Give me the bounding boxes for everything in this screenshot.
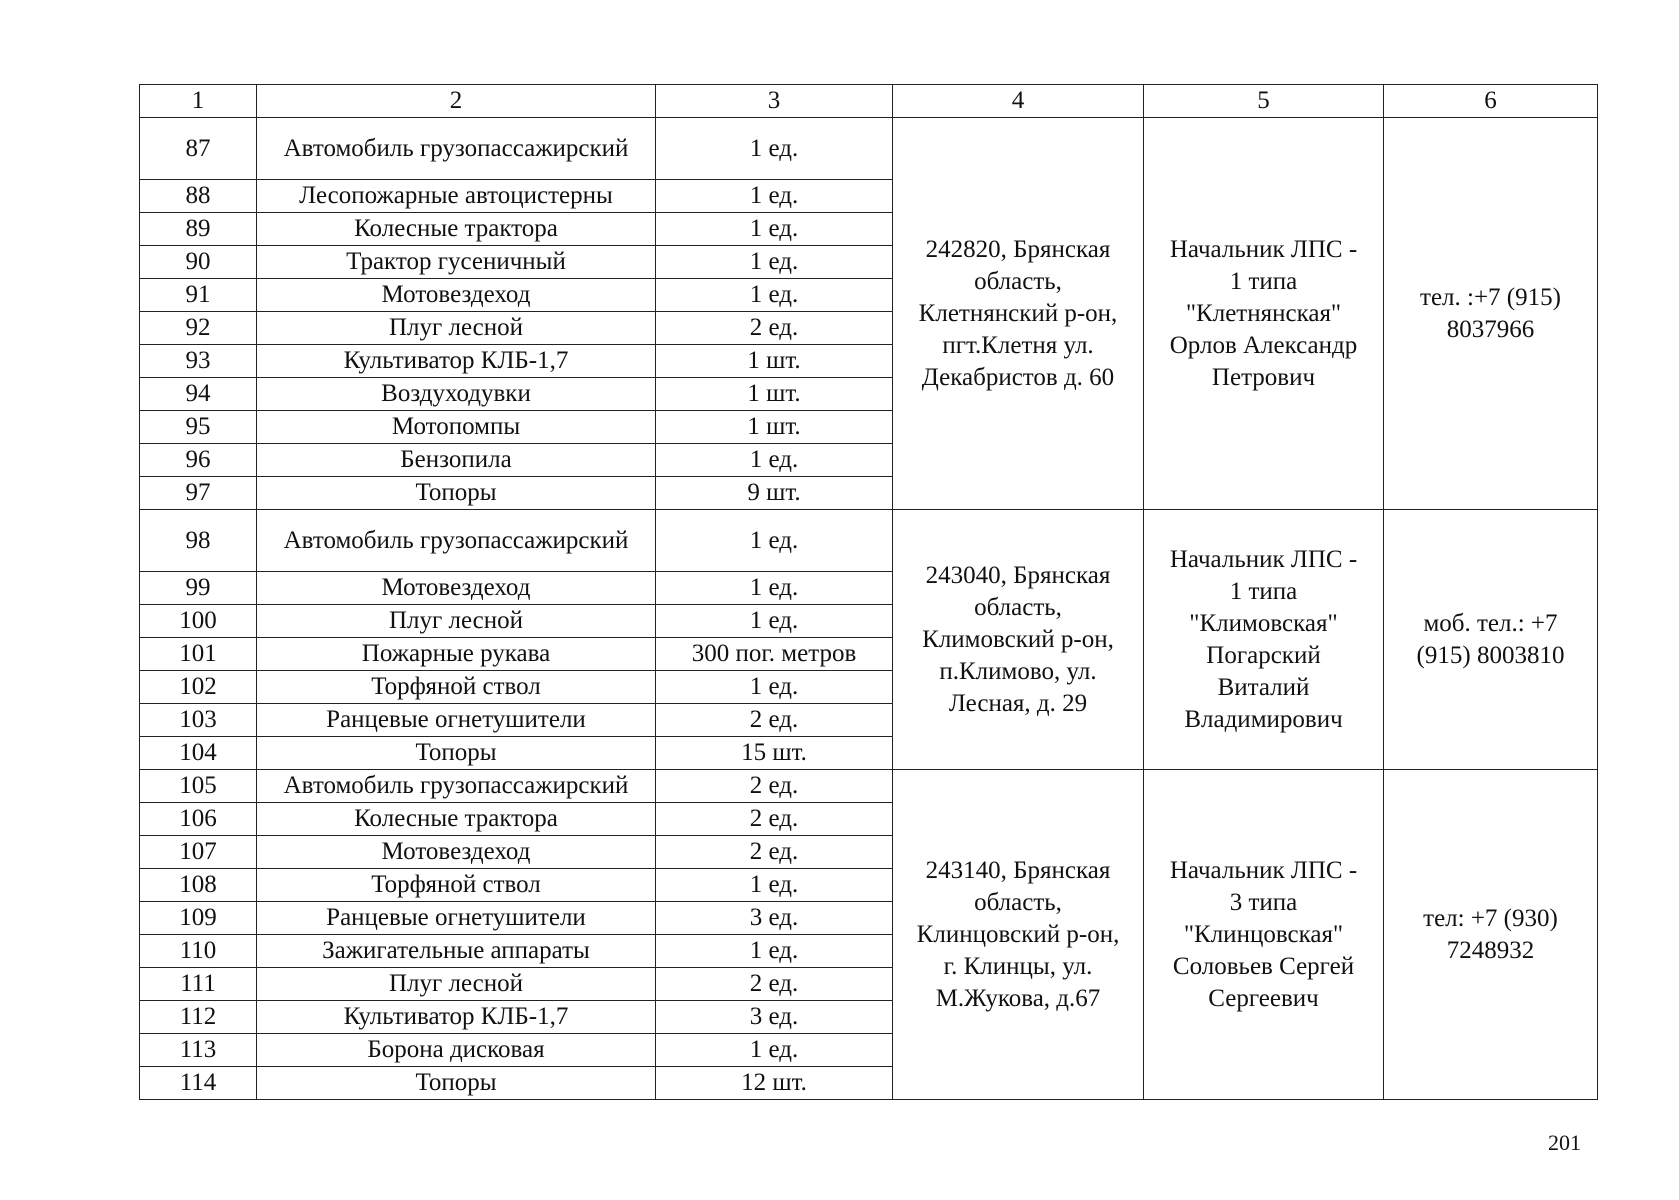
column-header: 3 [656,85,893,118]
row-number: 101 [140,638,257,671]
equipment-name: Бензопила [257,444,656,477]
phone-line: 8037966 [1446,315,1535,343]
equipment-quantity: 15 шт. [656,737,893,770]
equipment-quantity: 2 ед. [656,704,893,737]
row-number: 97 [140,477,257,510]
row-number: 114 [140,1067,257,1100]
head-line: Начальник ЛПС - [1169,235,1358,263]
row-number: 95 [140,411,257,444]
equipment-quantity: 2 ед. [656,836,893,869]
equipment-name: Ранцевые огнетушители [257,902,656,935]
address-line: Клинцовский р-он, [916,920,1120,948]
row-number: 91 [140,279,257,312]
row-number: 90 [140,246,257,279]
equipment-quantity: 2 ед. [656,312,893,345]
head-line: 1 типа [1229,267,1298,295]
equipment-quantity: 1 ед. [656,213,893,246]
equipment-quantity: 1 ед. [656,118,893,180]
address-line: Клетнянский р-он, [918,299,1118,327]
row-number: 113 [140,1034,257,1067]
phone-line: 7248932 [1446,936,1535,964]
row-number: 89 [140,213,257,246]
address-line: 242820, Брянская [925,235,1111,263]
equipment-name: Мотовездеход [257,572,656,605]
equipment-quantity: 1 ед. [656,935,893,968]
header-row [140,85,1598,118]
head-cell [1144,510,1384,770]
row-number: 96 [140,444,257,477]
equipment-quantity: 1 ед. [656,510,893,572]
equipment-name: Автомобиль грузопассажирский [257,770,656,803]
equipment-quantity: 3 ед. [656,1001,893,1034]
address-line: 243140, Брянская [925,856,1111,884]
row-number: 99 [140,572,257,605]
head-line: "Климовская" [1189,609,1338,637]
equipment-quantity: 1 шт. [656,345,893,378]
phone-line: моб. тел.: +7 [1423,609,1558,637]
equipment-name: Колесные трактора [257,803,656,836]
row-number: 106 [140,803,257,836]
equipment-quantity: 3 ед. [656,902,893,935]
phone-cell [1384,118,1598,510]
equipment-quantity: 12 шт. [656,1067,893,1100]
head-cell [1144,118,1384,510]
equipment-name: Культиватор КЛБ-1,7 [257,1001,656,1034]
row-number: 110 [140,935,257,968]
equipment-quantity: 2 ед. [656,770,893,803]
equipment-name: Топоры [257,737,656,770]
table-row [140,510,1598,572]
head-line: Начальник ЛПС - [1169,856,1358,884]
row-number: 92 [140,312,257,345]
row-number: 108 [140,869,257,902]
equipment-quantity: 1 шт. [656,378,893,411]
row-number: 109 [140,902,257,935]
head-line: Погарский [1206,641,1321,669]
head-line: Начальник ЛПС - [1169,545,1358,573]
equipment-quantity: 9 шт. [656,477,893,510]
head-cell [1144,770,1384,1100]
row-number: 98 [140,510,257,572]
equipment-name: Мотопомпы [257,411,656,444]
column-header: 6 [1384,85,1598,118]
equipment-quantity: 2 ед. [656,803,893,836]
address-line: Климовский р-он, [922,625,1114,653]
equipment-quantity: 1 ед. [656,444,893,477]
equipment-quantity: 1 ед. [656,572,893,605]
row-number: 94 [140,378,257,411]
column-header: 1 [140,85,257,118]
row-number: 87 [140,118,257,180]
address-line: область, [974,888,1062,916]
phone-line: (915) 8003810 [1416,641,1565,669]
head-line: 3 типа [1229,888,1298,916]
head-line: "Клинцовская" [1183,920,1344,948]
phone-cell [1384,770,1598,1100]
column-header: 4 [893,85,1144,118]
row-number: 111 [140,968,257,1001]
head-line: "Клетнянская" [1185,299,1342,327]
equipment-quantity: 2 ед. [656,968,893,1001]
head-line: Петрович [1211,363,1316,391]
row-number: 112 [140,1001,257,1034]
head-line: Сергеевич [1208,984,1319,1012]
equipment-quantity: 1 ед. [656,671,893,704]
head-line: 1 типа [1229,577,1298,605]
address-cell [893,118,1144,510]
address-line: область, [974,267,1062,295]
equipment-quantity: 1 ед. [656,246,893,279]
address-line: область, [974,593,1062,621]
phone-cell [1384,510,1598,770]
address-line: п.Климово, ул. [939,657,1097,685]
address-line: Декабристов д. 60 [921,363,1115,391]
equipment-quantity: 1 шт. [656,411,893,444]
row-number: 88 [140,180,257,213]
equipment-name: Зажигательные аппараты [257,935,656,968]
table-row [140,118,1598,180]
row-number: 93 [140,345,257,378]
equipment-name: Воздуходувки [257,378,656,411]
phone-line: тел: +7 (930) [1423,904,1558,932]
address-line: г. Клинцы, ул. [943,952,1093,980]
equipment-name: Автомобиль грузопассажирский [257,118,656,180]
row-number: 104 [140,737,257,770]
equipment-table [139,84,1598,1100]
equipment-name: Колесные трактора [257,213,656,246]
equipment-name: Торфяной ствол [257,671,656,704]
equipment-name: Плуг лесной [257,968,656,1001]
equipment-name: Мотовездеход [257,836,656,869]
equipment-quantity: 1 ед. [656,279,893,312]
equipment-name: Трактор гусеничный [257,246,656,279]
head-line: Соловьев Сергей [1172,952,1355,980]
equipment-quantity: 1 ед. [656,1034,893,1067]
address-line: пгт.Клетня ул. [942,331,1094,359]
table-row [140,770,1598,803]
row-number: 107 [140,836,257,869]
equipment-name: Пожарные рукава [257,638,656,671]
address-line: Лесная, д. 29 [948,689,1088,717]
equipment-name: Культиватор КЛБ-1,7 [257,345,656,378]
row-number: 100 [140,605,257,638]
equipment-name: Лесопожарные автоцистерны [257,180,656,213]
phone-line: тел. :+7 (915) [1420,283,1561,311]
equipment-name: Мотовездеход [257,279,656,312]
equipment-name: Топоры [257,477,656,510]
equipment-name: Автомобиль грузопассажирский [257,510,656,572]
equipment-name: Торфяной ствол [257,869,656,902]
address-cell [893,770,1144,1100]
row-number: 103 [140,704,257,737]
equipment-name: Плуг лесной [257,605,656,638]
table-body [140,85,1598,1100]
row-number: 105 [140,770,257,803]
head-line: Виталий [1217,673,1310,701]
equipment-quantity: 1 ед. [656,605,893,638]
column-header: 2 [257,85,656,118]
equipment-name: Топоры [257,1067,656,1100]
equipment-name: Борона дисковая [257,1034,656,1067]
page-number: 201 [1548,1130,1581,1155]
equipment-name: Плуг лесной [257,312,656,345]
address-line: 243040, Брянская [925,561,1111,589]
equipment-name: Ранцевые огнетушители [257,704,656,737]
address-cell [893,510,1144,770]
equipment-quantity: 1 ед. [656,180,893,213]
equipment-quantity: 300 пог. метров [656,638,893,671]
column-header: 5 [1144,85,1384,118]
row-number: 102 [140,671,257,704]
head-line: Владимирович [1184,705,1343,733]
address-line: М.Жукова, д.67 [935,984,1101,1012]
equipment-quantity: 1 ед. [656,869,893,902]
head-line: Орлов Александр [1169,331,1358,359]
